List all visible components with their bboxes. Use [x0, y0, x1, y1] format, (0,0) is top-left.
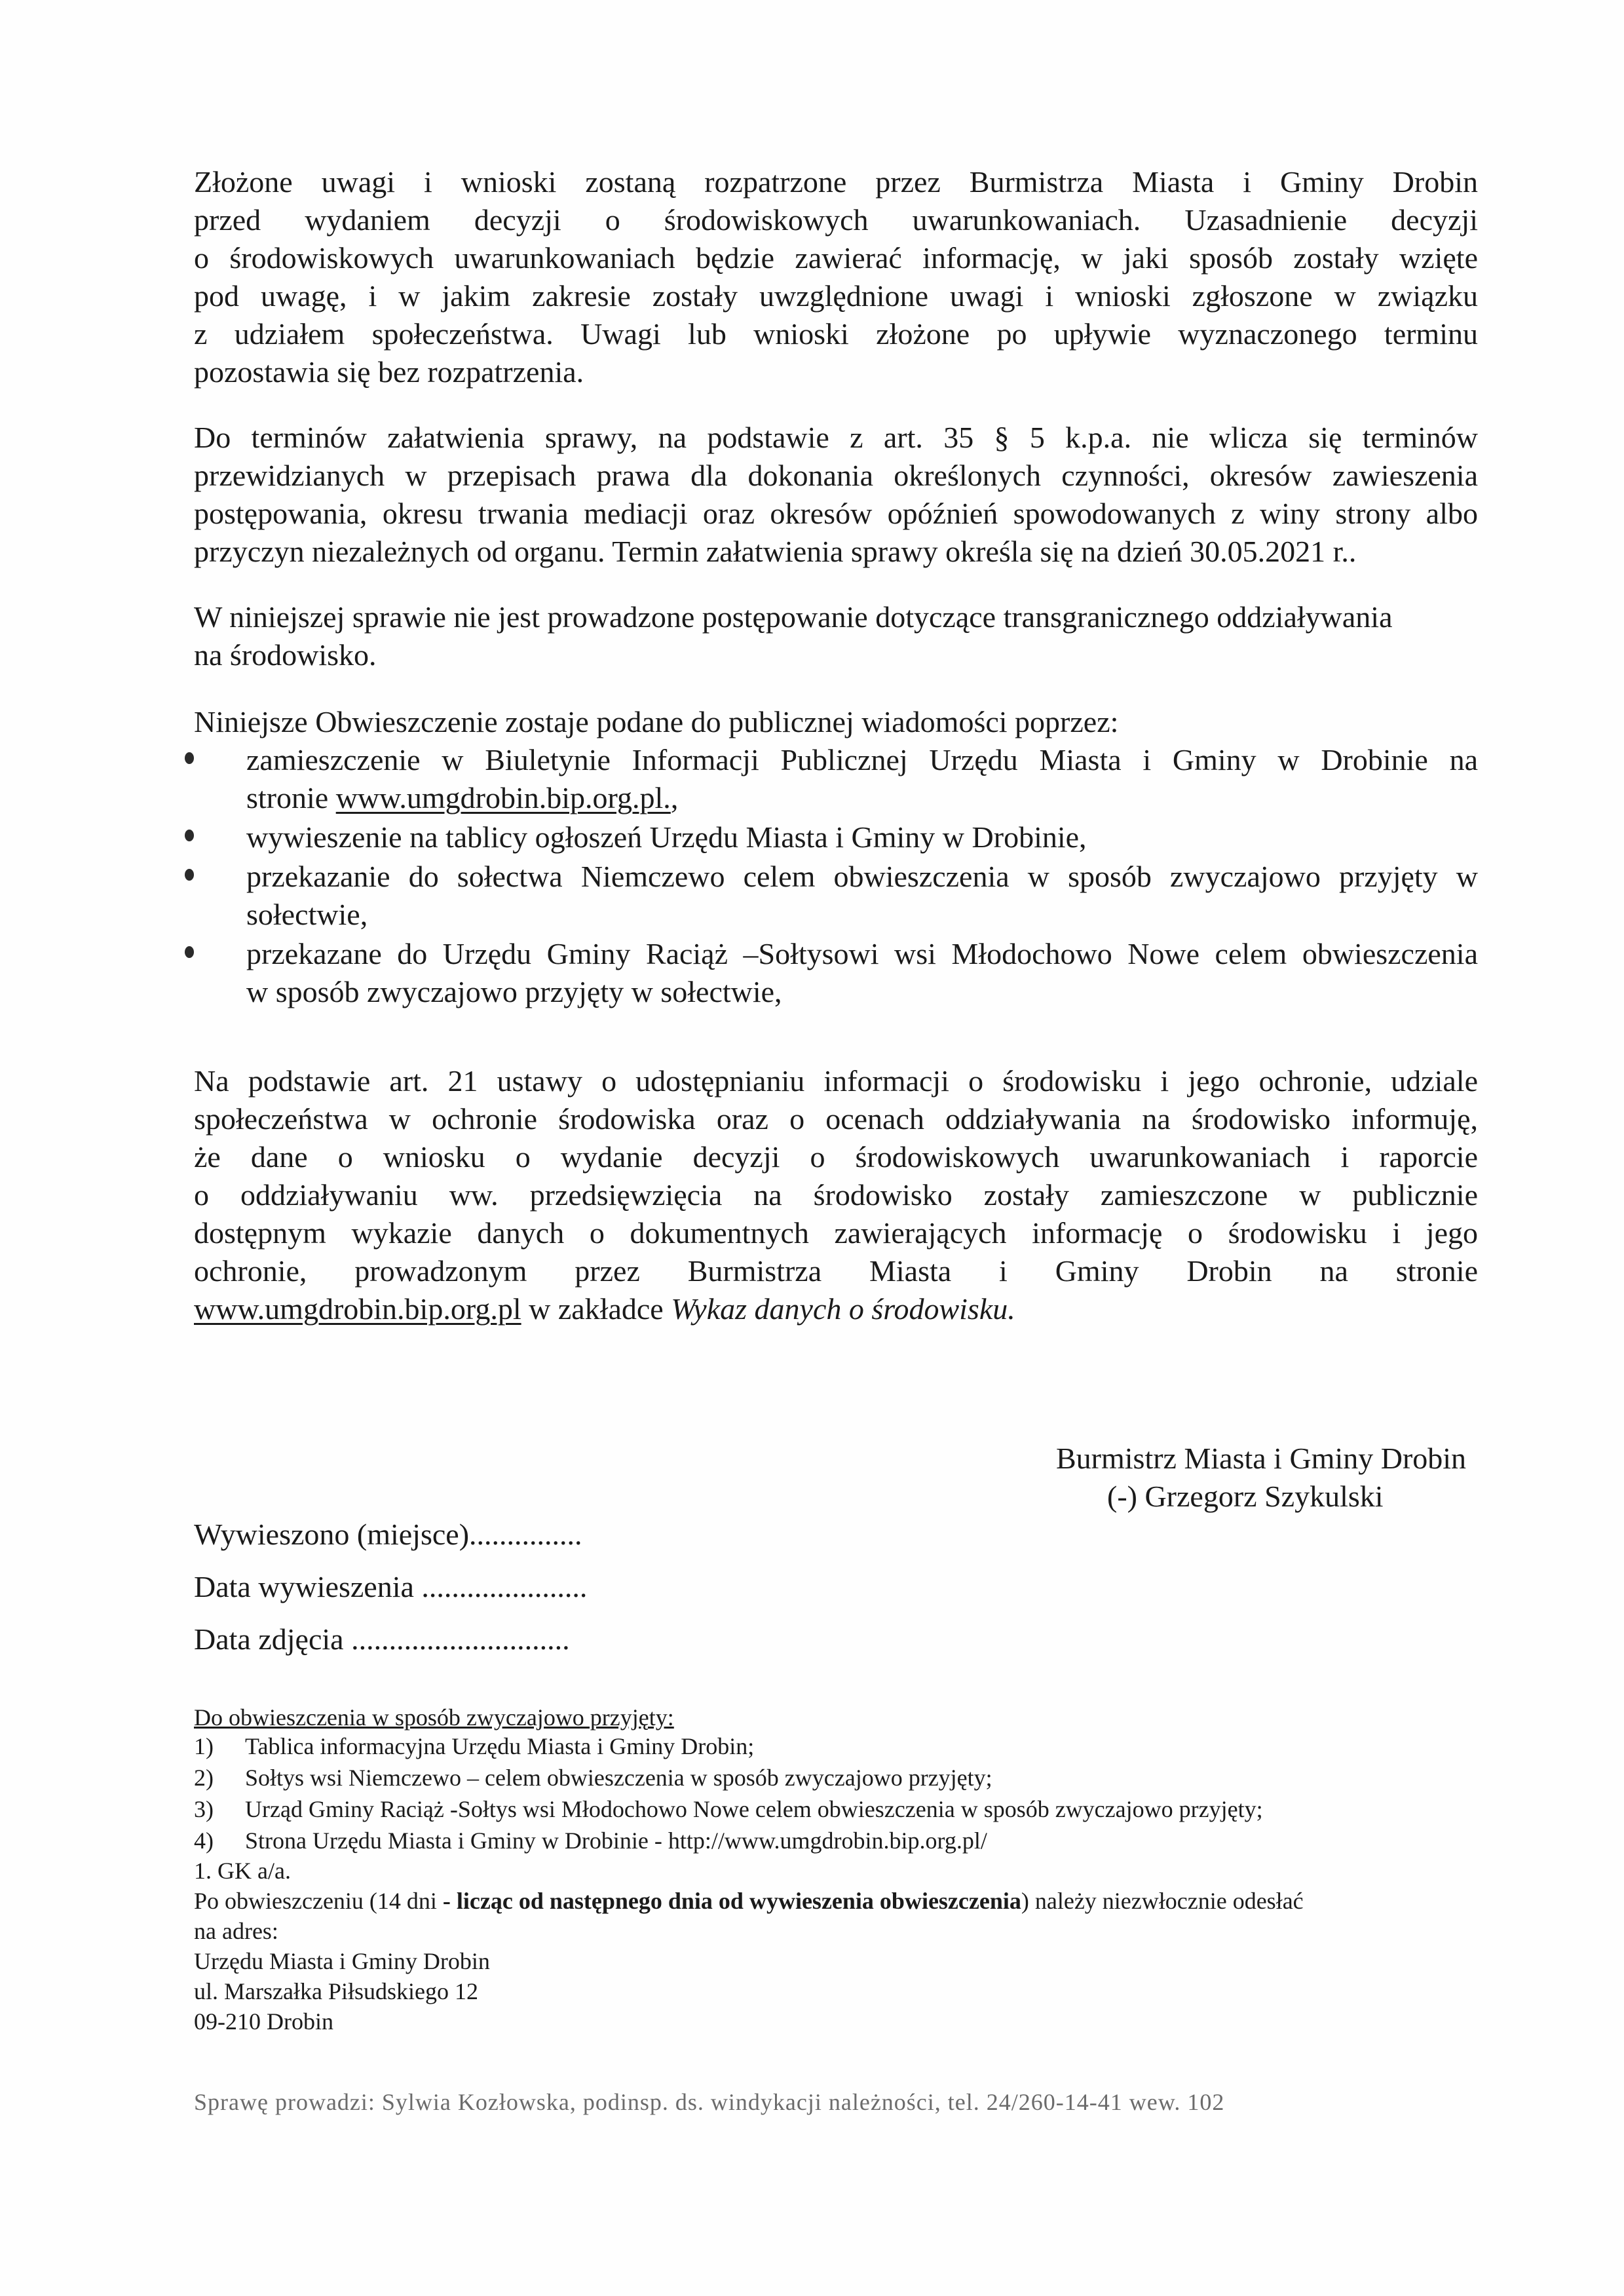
field-label: Wywieszono (miejsce) — [194, 1518, 470, 1551]
posting-place-field — [194, 1515, 582, 1554]
text-line: przed wydaniem decyzji o środowiskowych uwarunkowaniach. Uzasadnienie decyzji — [194, 203, 1478, 237]
distribution-item — [194, 1731, 754, 1761]
text: Po obwieszczeniu (14 dni — [194, 1888, 443, 1914]
distribution-item — [194, 1794, 1263, 1824]
text-line: W niniejszej sprawie nie jest prowadzone postępowanie dotyczące transgranicznego oddziaływania — [194, 600, 1393, 634]
address-line: ul. Marszałka Piłsudskiego 12 — [194, 1978, 478, 2004]
list-item: zamieszczenie w Biuletynie Informacji Publicznej Urzędu Miasta i Gminy w Drobinie na — [246, 743, 1478, 776]
text: ) należy niezwłocznie odesłać — [1021, 1888, 1304, 1914]
bold-text: - licząc od następnego dnia od wywieszenia obwieszczenia — [442, 1888, 1021, 1914]
text-line: o oddziaływaniu ww. przedsięwzięcia na środowisko zostały zamieszczone w publicznie — [194, 1178, 1478, 1212]
field-label: Data wywieszenia — [194, 1570, 422, 1603]
text-line: przyczyn niezależnych od organu. Termin załatwienia sprawy określa się na dzień 30.05.2021 r.. — [194, 535, 1357, 568]
address-line: 09-210 Drobin — [194, 2008, 333, 2035]
text-line: pozostawia się bez rozpatrzenia. — [194, 355, 584, 389]
list-item: przekazane do Urzędu Gminy Raciąż –Sołtysowi wsi Młodochowo Nowe celem obwieszczenia — [246, 937, 1478, 970]
item-number: 3) — [194, 1796, 214, 1822]
text-line: dostępnym wykazie danych o dokumentnych zawierających informację o środowisku i jego — [194, 1216, 1478, 1250]
field-blank: ............................. — [351, 1622, 570, 1656]
field-blank: ...................... — [421, 1570, 588, 1603]
return-note-line2: na adres: — [194, 1918, 278, 1944]
list-item: wywieszenie na tablicy ogłoszeń Urzędu Miasta i Gminy w Drobinie, — [246, 820, 1087, 854]
removal-date-field — [194, 1620, 570, 1659]
text-line: Złożone uwagi i wnioski zostaną rozpatrzone przez Burmistrza Miasta i Gminy Drobin — [194, 165, 1478, 199]
text-line: że dane o wniosku o wydanie decyzji o środowiskowych uwarunkowaniach i raporcie — [194, 1140, 1478, 1174]
field-blank: ............... — [469, 1518, 582, 1551]
text-line: ochronie, prowadzonym przez Burmistrza Miasta i Gminy Drobin na stronie — [194, 1254, 1478, 1288]
list-item-continuation — [246, 778, 678, 818]
bip-link[interactable]: www.umgdrobin.bip.org.pl. — [335, 781, 671, 814]
text-line: postępowania, okresu trwania mediacji oraz okresów opóźnień spowodowanych z winy strony albo — [194, 497, 1478, 530]
item-text: Urząd Gminy Raciąż -Sołtys wsi Młodochowo Nowe celem obwieszczenia w sposób zwyczajowo przyjęty; — [245, 1796, 1263, 1822]
address-line: Urzędu Miasta i Gminy Drobin — [194, 1948, 490, 1974]
list-item: przekazanie do sołectwa Niemczewo celem obwieszczenia w sposób zwyczajowo przyjęty w — [246, 860, 1478, 893]
text-line: przewidzianych w przepisach prawa dla dokonania określonych czynności, okresów zawieszenia — [194, 459, 1478, 492]
text-line: Do terminów załatwienia sprawy, na podstawie z art. 35 § 5 k.p.a. nie wlicza się terminów — [194, 421, 1478, 454]
item-text: Sołtys wsi Niemczewo – celem obwieszczenia w sposób zwyczajowo przyjęty; — [245, 1765, 992, 1791]
text-line: społeczeństwa w ochronie środowiska oraz o ocenach oddziaływania na środowisko informuję, — [194, 1102, 1478, 1136]
distribution-heading — [194, 1702, 674, 1732]
text-line — [194, 1290, 1015, 1329]
text: w zakładce — [521, 1292, 671, 1326]
bullet-icon — [185, 830, 194, 841]
return-note — [194, 1886, 1304, 1916]
item-number: 2) — [194, 1765, 214, 1791]
text-line: o środowiskowych uwarunkowaniach będzie zawierać informację, w jaki sposób zostały wzięte — [194, 241, 1478, 275]
item-number: 1) — [194, 1733, 214, 1759]
bullet-icon — [185, 869, 194, 881]
text: , — [670, 781, 679, 814]
archive-note: 1. GK a/a. — [194, 1858, 291, 1884]
bip-link[interactable]: www.umgdrobin.bip.org.pl — [194, 1292, 521, 1326]
list-item-continuation: w sposób zwyczajowo przyjęty w sołectwie, — [246, 975, 782, 1008]
distribution-item — [194, 1826, 987, 1856]
text-line: z udziałem społeczeństwa. Uwagi lub wnioski złożone po upływie wyznaczonego terminu — [194, 317, 1478, 351]
list-item-continuation: sołectwie, — [246, 898, 368, 931]
posting-date-field — [194, 1567, 587, 1607]
text-line: Na podstawie art. 21 ustawy o udostępnianiu informacji o środowisku i jego ochronie, udziale — [194, 1064, 1478, 1098]
item-text: Strona Urzędu Miasta i Gminy w Drobinie - http://www.umgdrobin.bip.org.pl/ — [245, 1827, 987, 1854]
field-label: Data zdjęcia — [194, 1622, 352, 1656]
item-text: Tablica informacyjna Urzędu Miasta i Gminy Drobin; — [245, 1733, 755, 1759]
signature-title: Burmistrz Miasta i Gminy Drobin — [1056, 1442, 1467, 1475]
text-line: pod uwagę, i w jakim zakresie zostały uwzględnione uwagi i wnioski zgłoszone w związku — [194, 279, 1478, 313]
distribution-item — [194, 1763, 992, 1793]
heading-text: Do obwieszczenia w sposób zwyczajowo przyjęty: — [194, 1704, 674, 1731]
bullet-icon — [185, 752, 194, 764]
publication-intro: Niniejsze Obwieszczenie zostaje podane do publicznej wiadomości poprzez: — [194, 705, 1119, 738]
signature-name: (-) Grzegorz Szykulski — [1107, 1480, 1384, 1513]
text-line: na środowisko. — [194, 638, 377, 672]
case-handler-footer: Sprawę prowadzi: Sylwia Kozłowska, podinsp. ds. windykacji należności, tel. 24/260-14-41 wew. 102 — [194, 2089, 1225, 2115]
item-number: 4) — [194, 1827, 214, 1854]
bullet-icon — [185, 946, 194, 958]
text: stronie — [246, 781, 336, 814]
tab-name: Wykaz danych o środowisku. — [671, 1292, 1015, 1326]
